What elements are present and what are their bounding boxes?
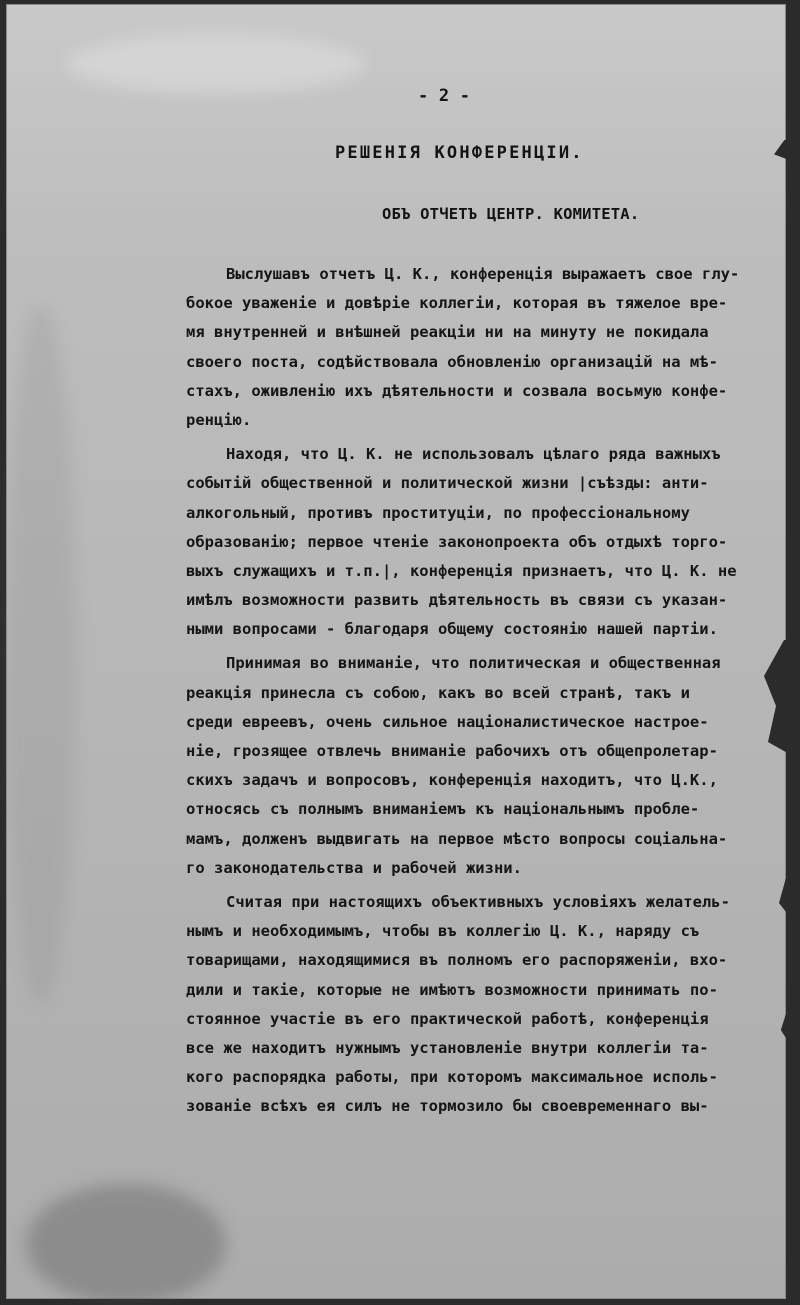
text-line: Находя, что Ц. К. не использовалъ цѣлаго ряда важныхъ [226, 445, 721, 464]
text-line: ными вопросами - благодаря общему состоянію нашей партіи. [186, 620, 718, 639]
paragraph [186, 649, 776, 883]
text-line: зованіе всѣхъ ея силъ не тормозило бы своевременнаго вы- [186, 1097, 709, 1116]
text-line: реакція принесла съ собою, какъ во всей странѣ, такъ и [186, 683, 690, 702]
paper-stain [66, 34, 366, 94]
text-line: кого распорядка работы, при которомъ максимальное исполь- [186, 1068, 718, 1087]
text-line: образованію; первое чтеніе законопроекта объ отдыхѣ торго- [186, 532, 728, 551]
text-line: мя внутренней и внѣшней реакціи ни на минуту не покидала [186, 323, 709, 342]
text-line: алкогольный, противъ проституціи, по профессіональному [186, 503, 690, 522]
text-line: товарищами, находящимися въ полномъ его распоряженіи, вхо- [186, 951, 728, 970]
text-line: Считая при настоящихъ объективныхъ условіяхъ желатель- [226, 892, 730, 911]
text-line: стахъ, оживленію ихъ дѣятельности и созвала восьмую конфе- [186, 381, 728, 400]
text-line: имѣлъ возможности развить дѣятельность въ связи съ указан- [186, 591, 728, 610]
paragraph [186, 888, 776, 1122]
text-line: своего поста, содѣйствовала обновленію организацій на мѣ- [186, 352, 718, 371]
paper-stain [26, 1184, 226, 1304]
text-line: ніе, грозящее отвлечь вниманіе рабочихъ отъ общепролетар- [186, 742, 718, 760]
text-line: все же находитъ нужнымъ установленіе внутри коллегіи та- [186, 1038, 709, 1057]
paragraph [186, 260, 776, 435]
text-line: скихъ задачъ и вопросовъ, конференція находитъ, что Ц.К., [186, 771, 718, 790]
text-line: выхъ служащихъ и т.п.|, конференція признаетъ, что Ц. К. не [186, 561, 737, 580]
text-line: Принимая во вниманіе, что политическая и общественная [226, 654, 721, 673]
text-line: событій общественной и политической жизни |съѣзды: анти- [186, 474, 709, 493]
section-heading: ОБЪ ОТЧЕТЪ ЦЕНТР. КОМИТЕТА. [382, 205, 640, 223]
text-line: относясь съ полнымъ вниманіемъ къ національнымъ пробле- [186, 800, 700, 819]
text-line: Выслушавъ отчетъ Ц. К., конференція выражаетъ свое глу- [226, 265, 740, 283]
text-line: нымъ и необходимымъ, чтобы въ коллегію Ц. К., наряду съ [186, 922, 700, 941]
paper-stain [6, 304, 76, 1004]
text-line: среди евреевъ, очень сильное націоналистическое настрое- [186, 712, 709, 731]
text-line: дили и такіе, которые не имѣютъ возможности принимать по- [186, 980, 718, 999]
page-number: - 2 - [418, 86, 471, 106]
document-title: РЕШЕНІЯ КОНФЕРЕНЦІИ. [335, 143, 584, 163]
paragraph [186, 440, 776, 644]
text-line: бокое уваженіе и довѣріе коллегіи, которая въ тяжелое вре- [186, 294, 728, 313]
document-body [186, 260, 776, 1121]
text-line: стоянное участіе въ его практической работѣ, конференція [186, 1009, 709, 1028]
text-line: мамъ, долженъ выдвигать на первое мѣсто вопросы соціальна- [186, 829, 728, 848]
text-line: ренцію. [186, 410, 252, 429]
text-line: го законодательства и рабочей жизни. [186, 858, 522, 877]
